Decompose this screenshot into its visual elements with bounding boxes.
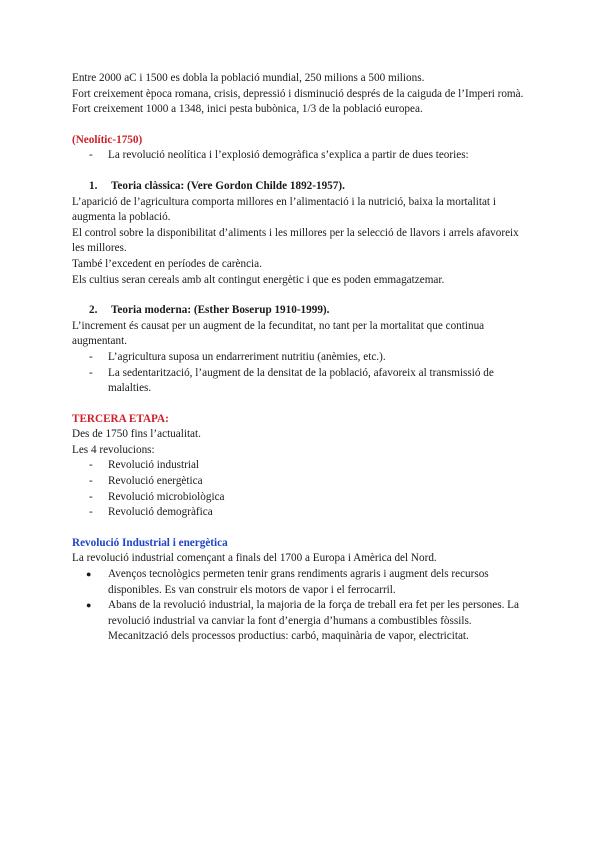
intro-line: Entre 2000 aC i 1500 es dobla la població mundial, 250 milions a 500 milions. — [72, 72, 425, 84]
dash-marker: - — [89, 350, 93, 363]
theory1-heading — [72, 179, 532, 195]
document-page — [72, 71, 532, 645]
list-item-text: Revolució microbiològica — [108, 490, 225, 503]
heading-text: Teoria moderna: (Esther Boserup 1910-1999). — [111, 304, 330, 317]
tercera-heading: TERCERA ETAPA: — [72, 412, 169, 425]
dash-marker: - — [89, 459, 93, 472]
theory1-line: També l’excedent en períodes de carència. — [72, 257, 262, 270]
list-item — [72, 148, 532, 164]
list-item-text: Abans de la revolució industrial, la majoria de la força de treball era fet per les persones. La revolució industrial va canviar la font d’energia d’humans a combustibles fòssils. Mecanització dels processos productius: carbó, maquinària de vapor, electricitat. — [108, 599, 519, 643]
list-item — [72, 458, 532, 474]
neolitic-list — [72, 148, 532, 164]
intro-line: Fort creixement 1000 a 1348, inici pesta bubònica, 1/3 de la població europea. — [72, 103, 423, 116]
list-item — [72, 598, 532, 645]
list-item — [72, 474, 532, 490]
list-item-text: L’agricultura suposa un endarreriment nutritiu (anèmies, etc.). — [108, 350, 386, 363]
list-item-text: La sedentarització, l’augment de la densitat de la població, afavoreix al transmissió de malalties. — [108, 366, 494, 395]
list-item-text: Revolució demogràfica — [108, 506, 213, 519]
tercera-line: Les 4 revolucions: — [72, 443, 155, 456]
bullet-dot-icon: ● — [86, 600, 92, 611]
dash-marker: - — [89, 475, 93, 488]
list-item-text: Revolució industrial — [108, 459, 200, 472]
dash-marker: - — [89, 490, 93, 503]
industrial-heading: Revolució Industrial i energètica — [72, 536, 228, 549]
revolutions-list — [72, 458, 532, 520]
theory2-list — [72, 350, 532, 397]
list-item — [72, 490, 532, 506]
list-item-text: La revolució neolítica i l’explosió demogràfica s’explica a partir de dues teories: — [108, 149, 469, 162]
tercera-line: Des de 1750 fins l’actualitat. — [72, 428, 201, 441]
neolitic-heading: (Neolític-1750) — [72, 133, 143, 146]
intro-line: Fort creixement època romana, crisis, depressió i disminució després de la caiguda de l’Imperi romà. — [72, 87, 524, 100]
theory2-text: L’increment és causat per un augment de la fecunditat, no tant per la mortalitat que continua augmentant. — [72, 319, 485, 348]
list-item — [72, 350, 532, 366]
dash-marker: - — [89, 506, 93, 519]
dash-marker: - — [89, 149, 93, 162]
heading-text: Teoria clàssica: (Vere Gordon Childe 1892-1957). — [111, 179, 345, 192]
theory2-heading — [72, 303, 532, 319]
industrial-text: La revolució industrial començant a finals del 1700 a Europa i Amèrica del Nord. — [72, 552, 437, 565]
list-item — [72, 567, 532, 598]
heading-number: 1. — [89, 179, 98, 192]
list-item-text: Revolució energètica — [108, 475, 203, 488]
list-item-text: Avenços tecnològics permeten tenir grans rendiments agraris i augment dels recursos disponibles. Es van construir els motors de vapor i el ferrocarril. — [108, 568, 489, 596]
dash-marker: - — [89, 366, 93, 379]
theory1-line: L’aparició de l’agricultura comporta millores en l’alimentació i la nutrició, baixa la mortalitat i augmenta la població. — [72, 195, 496, 224]
theory1-line: El control sobre la disponibilitat d’aliments i les millores per la selecció de llavors i arrels afavoreix les millores. — [72, 226, 519, 255]
bullet-dot-icon: ● — [86, 569, 92, 580]
theory1-line: Els cultius seran cereals amb alt contingut energètic i que es poden emmagatzemar. — [72, 273, 445, 286]
industrial-list — [72, 567, 532, 645]
list-item — [72, 505, 532, 521]
heading-number: 2. — [89, 304, 98, 317]
list-item — [72, 366, 532, 397]
